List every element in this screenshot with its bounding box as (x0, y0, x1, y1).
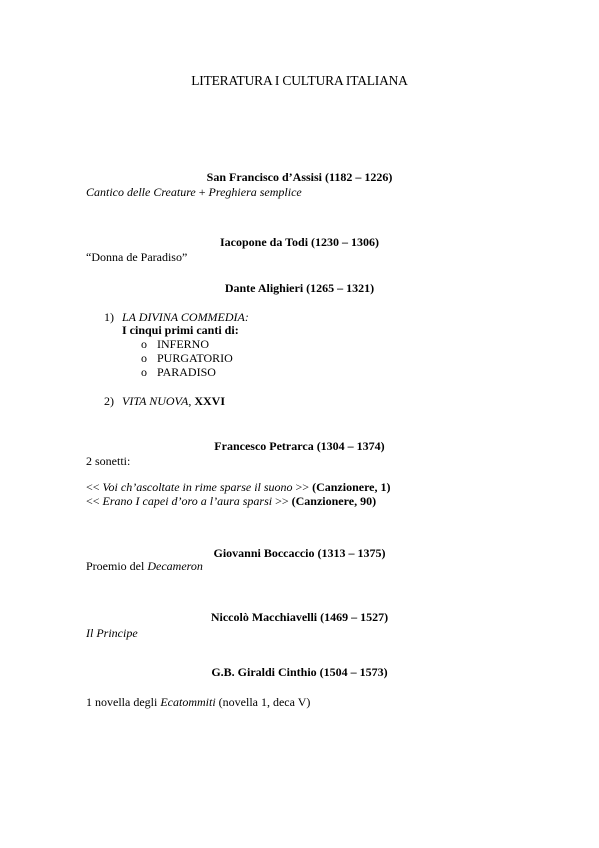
work-line-macchiavelli: Il Principe (86, 626, 138, 640)
quote-open: << (86, 480, 103, 494)
list-item-label: PURGATORIO (157, 351, 233, 365)
work-title: LA DIVINA COMMEDIA: (122, 310, 249, 324)
sonnet-reference: (Canzionere, 90) (291, 494, 377, 508)
list-subheading: I cinqui primi canti di: (122, 323, 239, 337)
sonnet-title: Voi ch’ascoltate in rime sparse il suono (102, 480, 293, 494)
author-heading-iacopone: Iacopone da Todi (1230 – 1306) (219, 235, 380, 249)
work-prefix: Proemio del (86, 559, 148, 573)
list-item-inferno (141, 337, 209, 351)
list-number: 2) (104, 394, 114, 408)
sonnet-reference: (Canzionere, 1) (312, 480, 391, 494)
author-heading-boccaccio: Giovanni Boccaccio (1313 – 1375) (213, 546, 386, 560)
work-line-boccaccio (86, 559, 203, 573)
author-heading-petrarca: Francesco Petrarca (1304 – 1374) (214, 439, 385, 453)
quote-open: << (86, 494, 103, 508)
list-item-label: INFERNO (157, 337, 210, 351)
canto-number: XXVI (194, 394, 225, 408)
bullet-icon: o (141, 337, 147, 351)
list-item-paradiso (141, 365, 216, 379)
work-prefix: 1 novella degli (86, 695, 161, 709)
sonnet-line-2 (86, 494, 376, 508)
bullet-icon: o (141, 351, 147, 365)
author-heading-san-francisco: San Francisco d’Assisi (1182 – 1226) (206, 170, 393, 184)
work-title: Preghiera semplice (208, 185, 302, 199)
work-title: Ecatommiti (160, 695, 216, 709)
sonnets-intro: 2 sonetti: (86, 454, 131, 468)
work-title: Cantico delle Creature (86, 185, 196, 199)
list-item-vita-nuova (104, 394, 225, 408)
bullet-icon: o (141, 365, 147, 379)
work-line-san-francisco (86, 185, 302, 199)
list-item-purgatorio (141, 351, 233, 365)
sonnet-title: Erano I capei d’oro a l’aura sparsi (102, 494, 273, 508)
work-line-iacopone: “Donna de Paradiso” (86, 250, 188, 264)
author-heading-macchiavelli: Niccolò Macchiavelli (1469 – 1527) (210, 610, 389, 624)
quote-close: >> (272, 494, 292, 508)
work-suffix: (novella 1, deca V) (215, 695, 311, 709)
plus-sign: + (195, 185, 209, 199)
work-title: Decameron (147, 559, 203, 573)
list-item-label: PARADISO (157, 365, 216, 379)
list-number: 1) (104, 310, 114, 324)
author-heading-giraldi: G.B. Giraldi Cinthio (1504 – 1573) (211, 665, 388, 679)
sonnet-line-1 (86, 480, 391, 494)
work-title: VITA NUOVA, (122, 394, 192, 408)
list-item-divina-commedia (104, 310, 249, 324)
page-title: LITERATURA I CULTURA ITALIANA (191, 73, 408, 88)
author-heading-dante: Dante Alighieri (1265 – 1321) (224, 281, 375, 295)
quote-close: >> (292, 480, 313, 494)
work-line-giraldi (86, 695, 310, 709)
